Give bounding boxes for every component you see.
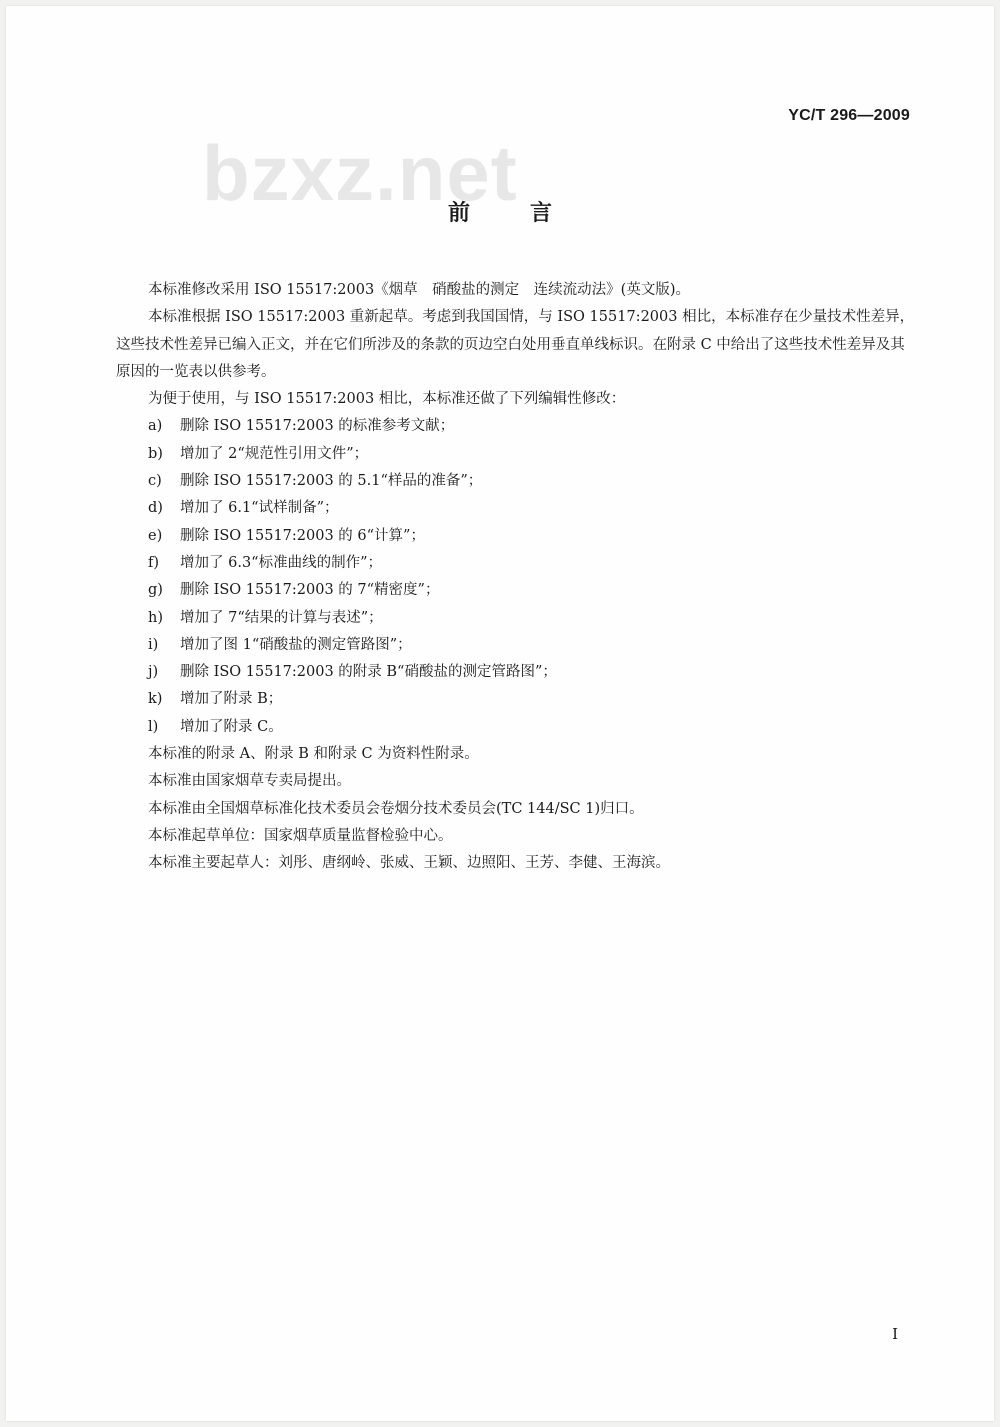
- list-item: [116, 495, 916, 522]
- list-item: [116, 659, 916, 686]
- list-marker: f): [148, 554, 160, 571]
- list-marker: a): [148, 418, 163, 435]
- list-item: [116, 577, 916, 604]
- list-item: [116, 413, 916, 440]
- list-text: 删除 ISO 15517:2003 的 5.1“样品的准备”；: [180, 473, 483, 490]
- standard-code: YC/T 296—2009: [788, 107, 910, 124]
- list-item: [116, 468, 916, 495]
- list-marker: e): [148, 527, 163, 544]
- list-text: 增加了附录 B；: [180, 691, 283, 708]
- list-text: 增加了图 1“硝酸盐的测定管路图”；: [180, 636, 412, 653]
- list-marker: d): [148, 500, 163, 517]
- edit-list: [116, 413, 916, 741]
- list-text: 增加了附录 C。: [180, 718, 283, 735]
- watermark: bzxz.net: [202, 129, 518, 217]
- list-text: 删除 ISO 15517:2003 的 6“计算”；: [180, 527, 425, 544]
- list-text: 删除 ISO 15517:2003 的 7“精密度”；: [180, 582, 440, 599]
- list-marker: b): [148, 445, 163, 462]
- list-item: [116, 441, 916, 468]
- list-item: [116, 605, 916, 632]
- list-marker: g): [148, 582, 163, 599]
- document-page: [6, 6, 994, 1421]
- intro-paragraph: 本标准根据 ISO 15517:2003 重新起草。考虑到我国国情，与 ISO 15517:2003 相比，本标准存在少量技术性差异，这些技术性差异已编入正文，并在它们所涉及的条款的页边空白处用垂直单线标识。在附录 C 中给出了这些技术性差异及其原因的一览表以供参考。: [116, 309, 915, 380]
- intro-paragraph: 本标准修改采用 ISO 15517:2003《烟草 硝酸盐的测定 连续流动法》(英文版)。: [148, 282, 690, 298]
- list-item: [116, 632, 916, 659]
- list-marker: l): [148, 718, 159, 735]
- closing-paragraph: 本标准由全国烟草标准化技术委员会卷烟分技术委员会(TC 144/SC 1)归口。: [148, 800, 644, 817]
- list-marker: k): [148, 691, 163, 708]
- list-marker: c): [148, 473, 162, 490]
- list-item: [116, 550, 916, 577]
- list-item: [116, 686, 916, 713]
- list-text: 增加了 7“结果的计算与表述”；: [180, 609, 383, 626]
- list-text: 增加了 6.1“试样制备”；: [180, 500, 339, 517]
- document-body: [116, 277, 916, 878]
- list-marker: j): [148, 664, 159, 681]
- list-marker: h): [148, 609, 163, 626]
- list-text: 删除 ISO 15517:2003 的标准参考文献；: [180, 418, 455, 435]
- list-text: 增加了 6.3“标准曲线的制作”；: [180, 554, 382, 571]
- intro-paragraph: 为便于使用，与 ISO 15517:2003 相比，本标准还做了下列编辑性修改：: [148, 391, 626, 408]
- closing-paragraph: 本标准的附录 A、附录 B 和附录 C 为资料性附录。: [148, 746, 479, 763]
- list-item: [116, 523, 916, 550]
- page-number: I: [892, 1325, 898, 1343]
- page-title: 前言: [447, 201, 612, 226]
- closing-paragraph: 本标准起草单位：国家烟草质量监督检验中心。: [148, 827, 453, 844]
- list-text: 增加了 2“规范性引用文件”；: [180, 445, 369, 462]
- list-marker: i): [148, 636, 159, 653]
- closing-paragraph: 本标准由国家烟草专卖局提出。: [148, 773, 351, 790]
- list-item: [116, 714, 916, 741]
- closing-paragraph: 本标准主要起草人：刘彤、唐纲岭、张威、王颖、边照阳、王芳、李健、王海滨。: [148, 855, 670, 872]
- list-text: 删除 ISO 15517:2003 的附录 B“硝酸盐的测定管路图”；: [180, 664, 557, 681]
